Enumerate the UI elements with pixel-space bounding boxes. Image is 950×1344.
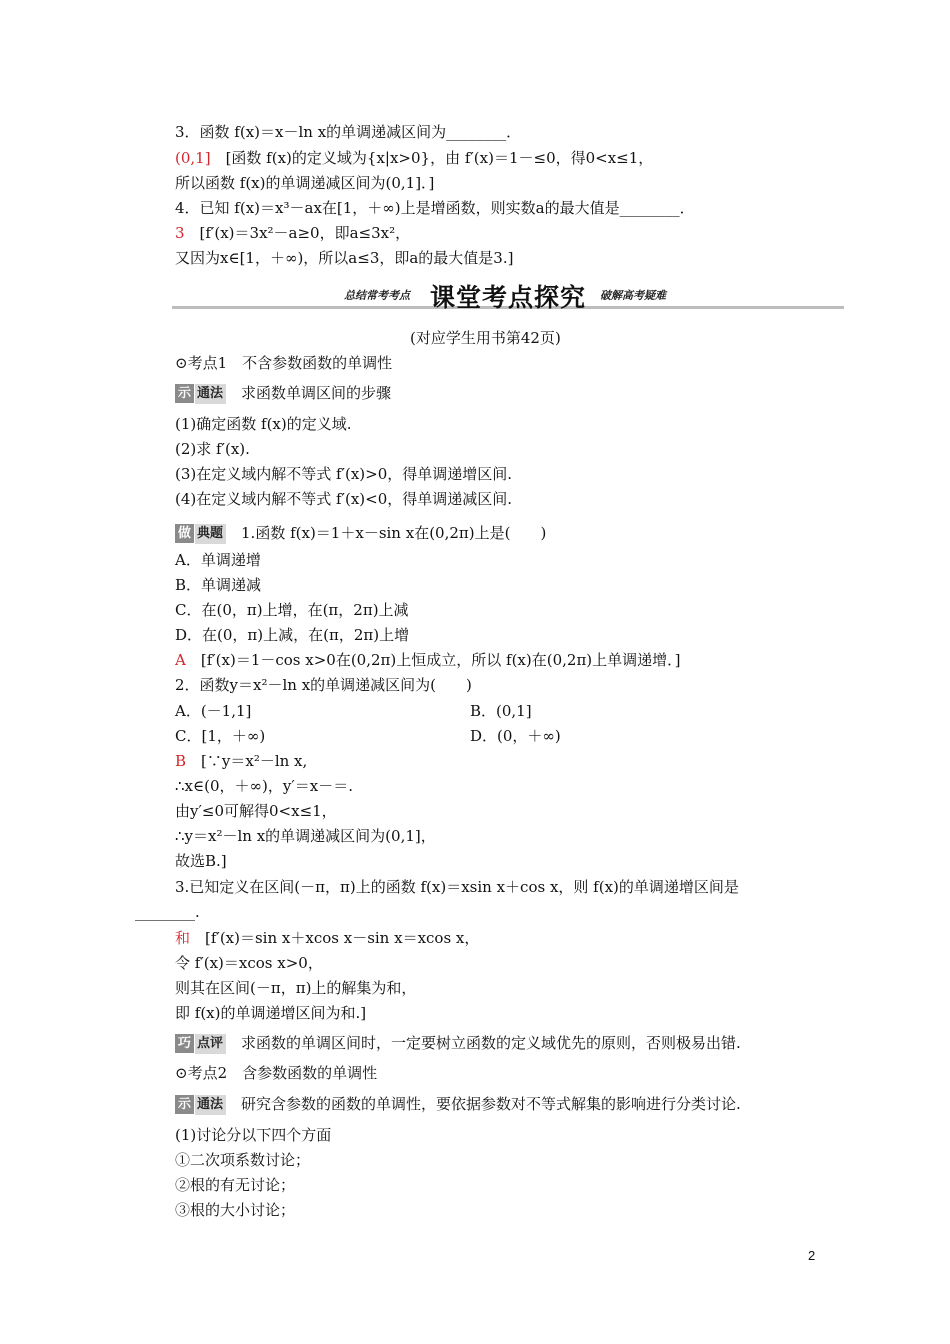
- problem-4-answer: 3 [f′(x)＝3x²－a≥0，即a≤3x²，: [175, 224, 411, 242]
- example-3-answer-line-3: 则其在区间(－π，π)上的解集为和，: [175, 979, 417, 997]
- example-2-answer-line-5: 故选B.]: [175, 852, 227, 870]
- problem-4-answer-cont: 又因为x∈[1，＋∞)，所以a≤3，即a的最大值是3.]: [175, 249, 514, 267]
- example-2-question: 2．函数y＝x²－ln x的单调递减区间为( ): [175, 676, 472, 694]
- example-tag: 做 典题: [175, 524, 226, 544]
- discussion-item-1: ①二次项系数讨论；: [175, 1151, 311, 1169]
- example-2-option-c: C．[1，＋∞): [175, 727, 266, 745]
- example-1-option-b: B．单调递减: [175, 576, 262, 594]
- banner-left-caption: 总结常考考点: [344, 289, 410, 302]
- example-1-option-d: D．在(0，π)上减，在(π，2π)上增: [175, 626, 410, 644]
- example-2-answer-line-3: 由y′≤0可解得0<x≤1，: [175, 802, 337, 820]
- problem-4-question: 4．已知 f(x)＝x³－ax在[1，＋∞)上是增函数，则实数a的最大值是________．: [175, 199, 695, 217]
- page-number: 2: [808, 1248, 816, 1263]
- example-2-answer-line-2: ∴x∈(0，＋∞)，y′＝x－＝.: [175, 777, 353, 795]
- discussion-intro: (1)讨论分以下四个方面: [175, 1126, 332, 1144]
- step-1: (1)确定函数 f(x)的定义域.: [175, 415, 352, 433]
- example-3-answer-line-4: 即 f(x)的单调递增区间为和.]: [175, 1004, 367, 1022]
- discussion-item-3: ③根的大小讨论；: [175, 1201, 296, 1219]
- example-2-answer-line-4: ∴y＝x²－ln x的单调递减区间为(0,1]，: [175, 827, 436, 845]
- review-tag: 巧 点评: [175, 1034, 226, 1054]
- example-1-option-a: A．单调递增: [175, 551, 261, 569]
- method-tag: 示 通法: [175, 384, 226, 404]
- banner-title: 课堂考点探究: [430, 283, 587, 312]
- example-1-question: 做 典题 1.函数 f(x)＝1＋x－sin x在(0,2π)上是( ): [175, 523, 546, 544]
- book-reference: (对应学生用书第42页): [410, 329, 561, 347]
- example-2-option-b: B．(0,1]: [470, 702, 532, 720]
- topic-2-heading: ⊙考点2 含参数函数的单调性: [175, 1064, 378, 1082]
- example-1-answer: A [f′(x)＝1－cos x>0在(0,2π)上恒成立，所以 f(x)在(0,2π)上单调递增．]: [175, 651, 681, 669]
- topic-1-heading: ⊙考点1 不含参数函数的单调性: [175, 354, 393, 372]
- discussion-item-2: ②根的有无讨论；: [175, 1176, 296, 1194]
- method-1: 示 通法 求函数单调区间的步骤: [175, 383, 391, 404]
- example-3-blank: ________.: [135, 903, 200, 921]
- example-2-option-d: D．(0，＋∞): [470, 727, 561, 745]
- problem-3-question: 3．函数 f(x)＝x－ln x的单调递减区间为________．: [175, 123, 522, 141]
- example-2-option-a: A．(－1,1]: [175, 702, 252, 720]
- step-4: (4)在定义域内解不等式 f′(x)<0，得单调递减区间.: [175, 490, 513, 508]
- method-tag-2: 示 通法: [175, 1095, 226, 1115]
- section-banner: [172, 278, 844, 310]
- step-3: (3)在定义域内解不等式 f′(x)>0，得单调递增区间.: [175, 465, 513, 483]
- method-2: 示 通法 研究含参数的函数的单调性，要依据参数对不等式解集的影响进行分类讨论.: [175, 1094, 741, 1115]
- example-1-option-c: C．在(0，π)上增，在(π，2π)上减: [175, 601, 409, 619]
- example-3-answer: 和 [f′(x)＝sin x＋xcos x－sin x＝xcos x，: [175, 929, 480, 947]
- example-2-answer: B [∵y＝x²－ln x,: [175, 752, 308, 770]
- step-2: (2)求 f′(x).: [175, 440, 250, 458]
- problem-3-answer: (0,1] [函数 f(x)的定义域为{x|x>0}，由 f′(x)＝1－≤0，得0<x≤1，: [175, 149, 654, 167]
- example-3-question: 3.已知定义在区间(－π，π)上的函数 f(x)＝xsin x＋cos x，则 f(x)的单调递增区间是: [175, 878, 739, 896]
- problem-3-answer-cont: 所以函数 f(x)的单调递减区间为(0,1]．]: [175, 174, 435, 192]
- banner-right-caption: 破解高考疑难: [600, 289, 666, 302]
- review-note: 巧 点评 求函数的单调区间时，一定要树立函数的定义域优先的原则，否则极易出错.: [175, 1033, 741, 1054]
- example-3-answer-line-2: 令 f′(x)＝xcos x>0，: [175, 954, 323, 972]
